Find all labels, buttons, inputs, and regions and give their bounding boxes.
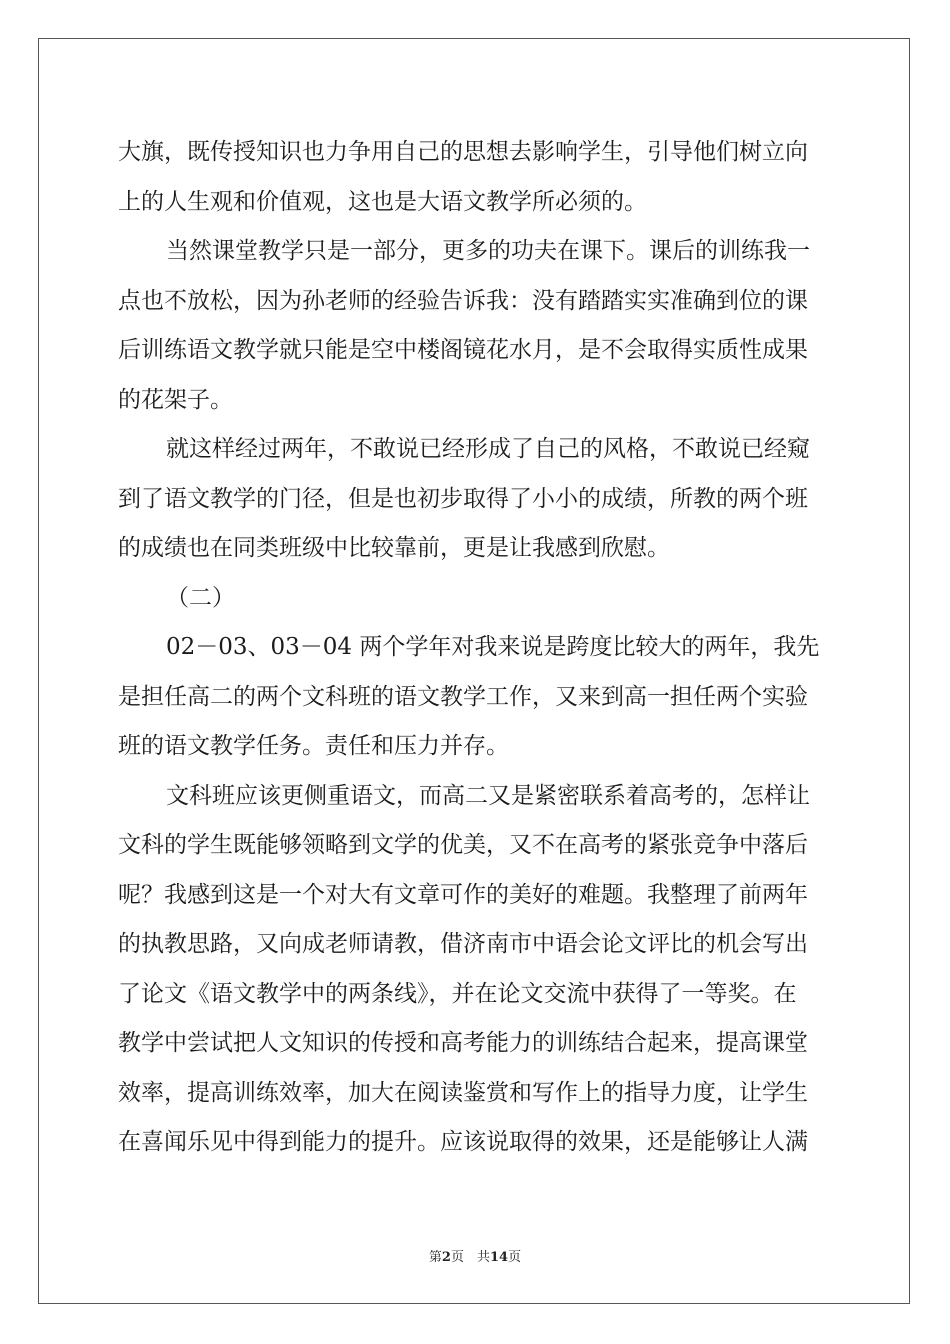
text-line: 在喜闻乐见中得到能力的提升。应该说取得的效果，还是能够让人满: [118, 1129, 808, 1155]
text-line: 文科的学生既能够领略到文学的优美，又不在高考的紧张竞争中落后: [118, 832, 808, 858]
text-line: 到了语文教学的门径，但是也初步取得了小小的成绩，所教的两个班: [118, 485, 808, 512]
text-line: 当然课堂教学只是一部分，更多的功夫在课下。课后的训练我一: [166, 238, 810, 264]
text-line: 效率，提高训练效率，加大在阅读鉴赏和写作上的指导力度，让学生: [118, 1079, 808, 1106]
text-line: 的花架子。: [118, 386, 233, 413]
text-line: 就这样经过两年，不敢说已经形成了自己的风格，不敢说已经窥: [166, 436, 810, 462]
text-line: （二）: [166, 584, 235, 611]
footer-suffix: 页: [508, 1250, 522, 1265]
text-line: 上的人生观和价值观，这也是大语文教学所必须的。: [118, 188, 647, 215]
text-line: 教学中尝试把人文知识的传授和高考能力的训练结合起来，提高课堂: [118, 1030, 808, 1056]
text-line: 大旗，既传授知识也力争用自己的思想去影响学生，引导他们树立向: [118, 139, 808, 165]
text-line: 文科班应该更侧重语文，而高二又是紧密联系着高考的，怎样让: [166, 782, 810, 809]
footer-prefix: 第: [428, 1250, 442, 1265]
current-page-number: 2: [441, 1250, 451, 1265]
text-line: 后训练语文教学就只能是空中楼阁镜花水月，是不会取得实质性成果: [118, 337, 808, 363]
text-line: 02－03、03－04 两个学年对我来说是跨度比较大的两年，我先: [166, 634, 820, 660]
text-line: 是担任高二的两个文科班的语文教学工作，又来到高一担任两个实验: [118, 683, 808, 710]
page-footer: [0, 1246, 950, 1265]
text-line: 点也不放松，因为孙老师的经验告诉我：没有踏踏实实准确到位的课: [118, 287, 808, 314]
text-line: 的成绩也在同类班级中比较靠前，更是让我感到欣慰。: [118, 535, 670, 561]
total-page-count: 14: [489, 1250, 509, 1265]
document-body: [118, 128, 838, 1168]
text-line: 的执教思路，又向成老师请教，借济南市中语会论文评比的机会写出: [118, 931, 808, 957]
text-line: 班的语文教学任务。责任和压力并存。: [118, 733, 509, 759]
text-line: 了论文《语文教学中的两条线》，并在论文交流中获得了一等奖。在: [118, 980, 797, 1007]
footer-mid: 页 共: [450, 1250, 490, 1265]
text-line: 呢？我感到这是一个对大有文章可作的美好的难题。我整理了前两年: [118, 881, 808, 908]
